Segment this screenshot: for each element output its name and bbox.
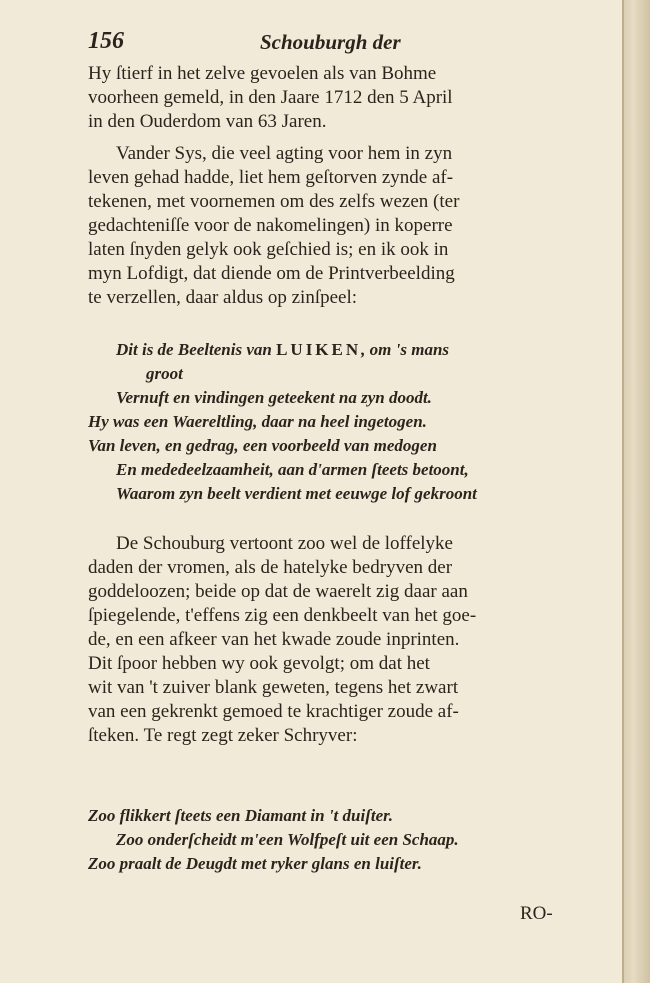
running-title: Schouburgh der	[260, 30, 401, 54]
text-line: myn Lofdigt, dat diende om de Printverbeelding	[88, 263, 455, 284]
poem-line: Zoo onderſcheidt m'een Wolfpeſt uit een Schaap.	[116, 830, 459, 849]
poem-line: Waarom zyn beelt verdient met eeuwge lof gekroont	[116, 484, 477, 503]
poem-line: groot	[146, 364, 183, 383]
text-line: ſpiegelende, t'effens zig een denkbeelt van het goe-	[88, 605, 477, 626]
poem-line: Hy was een Waereltling, daar na heel ingetogen.	[88, 412, 427, 431]
text-line: daden der vromen, als de hatelyke bedryven der	[88, 557, 453, 578]
poem-name: LUIKEN	[276, 340, 362, 359]
text-line: tekenen, met voornemen om des zelfs wezen (ter	[88, 191, 460, 212]
text-line: de, en een afkeer van het kwade zoude inprinten.	[88, 629, 460, 650]
catchword: RO-	[520, 903, 553, 924]
paragraph-vander-sys	[88, 142, 570, 310]
paragraph-death	[88, 62, 570, 134]
poem-line: Van leven, en gedrag, een voorbeeld van medogen	[88, 436, 437, 455]
text-line: Vander Sys, die veel agting voor hem in zyn	[116, 143, 453, 164]
poem-line: Zoo praalt de Deugdt met ryker glans en luiſter.	[88, 854, 422, 873]
text-line: De Schouburg vertoont zoo wel de loffelyke	[116, 533, 453, 554]
poem-line: Vernuft en vindingen geteekent na zyn doodt.	[116, 388, 432, 407]
page-header	[88, 28, 588, 58]
poem-line: En mededeelzaamheit, aan d'armen ſteets betoont,	[116, 460, 469, 479]
text-line: leven gehad hadde, liet hem geſtorven zynde af-	[88, 167, 454, 188]
paragraph-schouburg	[88, 532, 570, 748]
poem-diamond	[88, 804, 578, 876]
text-line: in den Ouderdom van 63 Jaren.	[88, 111, 327, 132]
text-line: van een gekrenkt gemoed te krachtiger zoude af-	[88, 701, 459, 722]
text-line: goddeloozen; beide op dat de waerelt zig daar aan	[88, 581, 468, 602]
poem-text: Dit is de Beeltenis van	[116, 340, 277, 359]
text-line: Dit ſpoor hebben wy ook gevolgt; om dat het	[88, 653, 430, 674]
poem-line: Zoo flikkert ſteets een Diamant in 't duiſter.	[88, 806, 394, 825]
text-line: laten ſnyden gelyk ook geſchied is; en ik ook in	[88, 239, 449, 260]
page-number: 156	[88, 28, 124, 54]
poem-portrait	[88, 338, 578, 506]
text-line: wit van 't zuiver blank geweten, tegens het zwart	[88, 677, 459, 698]
text-line: voorheen gemeld, in den Jaare 1712 den 5 April	[88, 87, 453, 108]
spine-edge	[622, 0, 624, 983]
text-line: te verzellen, daar aldus op zinſpeel:	[88, 287, 358, 308]
book-spine	[622, 0, 650, 983]
text-line: ſteken. Te regt zegt zeker Schryver:	[88, 725, 358, 746]
poem-line	[88, 338, 578, 362]
poem-text: , om 's mans	[361, 340, 450, 359]
text-line: gedachteniſſe voor de nakomelingen) in koperre	[88, 215, 453, 236]
text-line: Hy ſtierf in het zelve gevoelen als van Bohme	[88, 63, 437, 84]
